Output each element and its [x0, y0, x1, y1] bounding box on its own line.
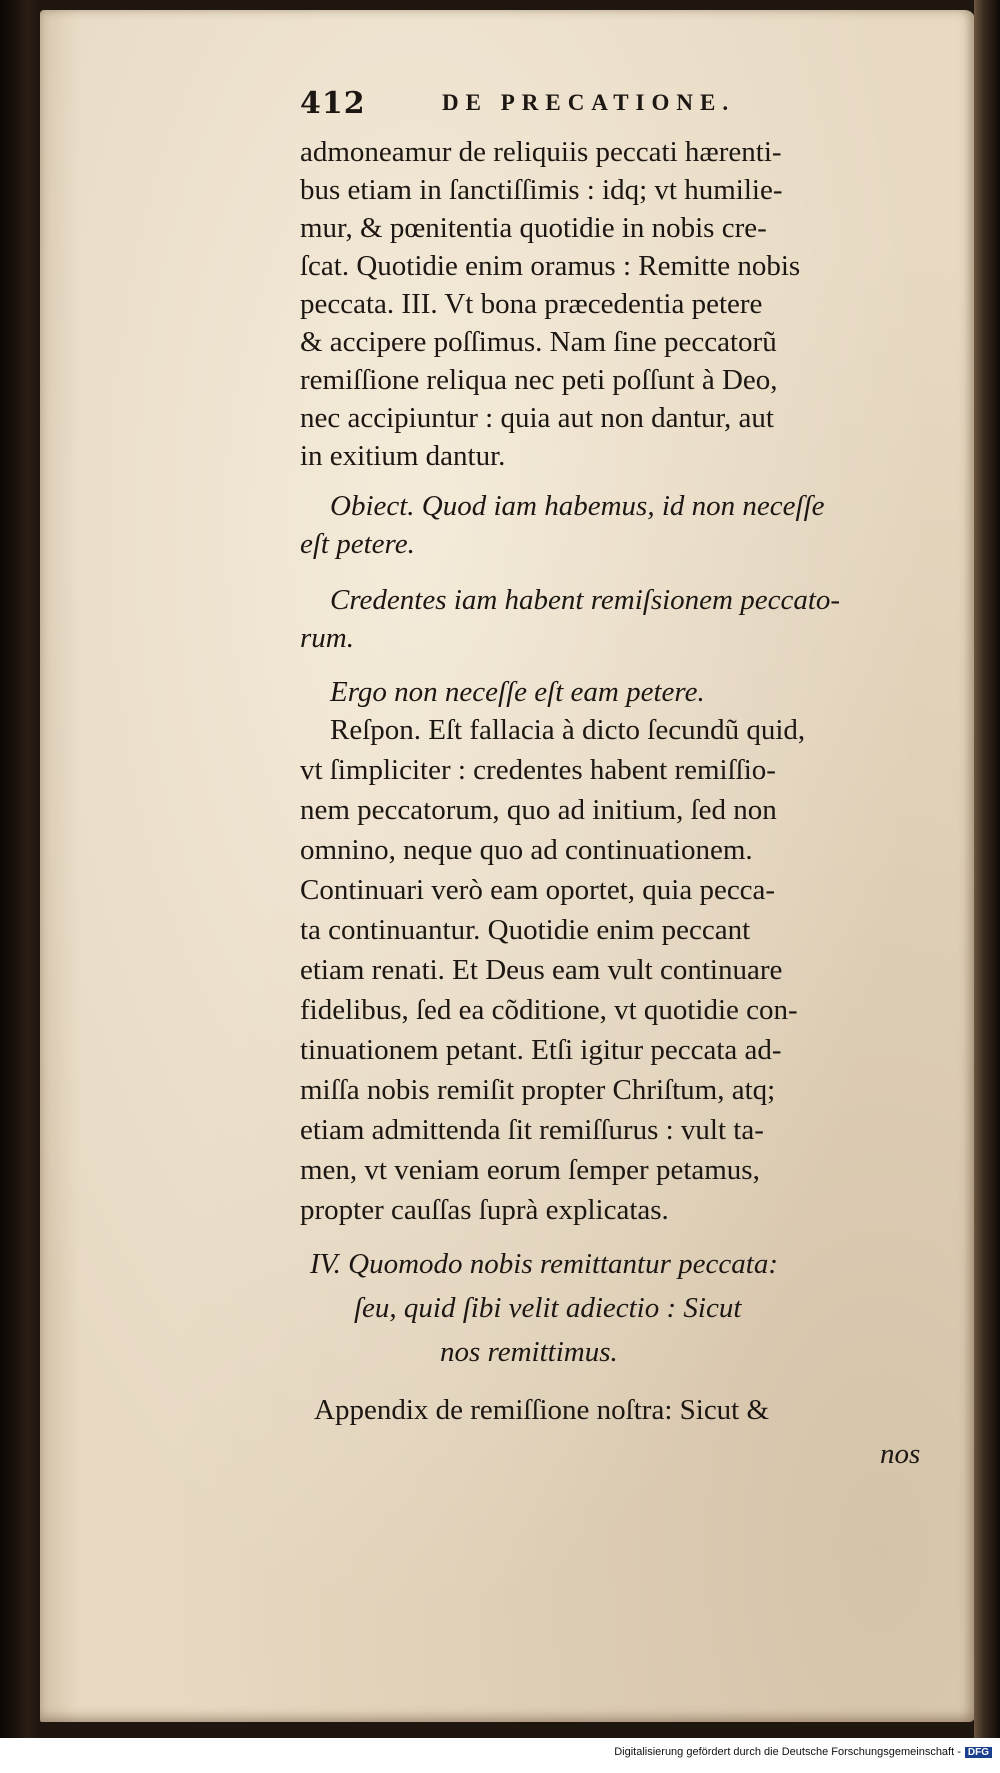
- response-line-6: ta continuantur. Quotidie enim peccant: [300, 914, 751, 946]
- dfg-logo: DFG: [965, 1747, 992, 1758]
- credit-text: Digitalisierung gefördert durch die Deutsche Forschungsgemeinschaft -: [614, 1746, 961, 1758]
- objection-line-5: Ergo non neceſſe eſt eam petere.: [330, 676, 705, 708]
- response-line-8: fidelibus, ſed ea cõditione, vt quotidie con-: [300, 994, 798, 1026]
- text-line-9: in exitium dantur.: [300, 440, 506, 472]
- response-line-7: etiam renati. Et Deus eam vult continuare: [300, 954, 783, 986]
- section-heading-line-1: IV. Quomodo nobis remittantur peccata:: [310, 1248, 778, 1280]
- text-line-6: & accipere poſſimus. Nam ſine peccatorũ: [300, 326, 777, 358]
- response-line-9: tinuationem petant. Etſi igitur peccata ad-: [300, 1034, 782, 1066]
- response-line-4: omnino, neque quo ad continuationem.: [300, 834, 753, 866]
- text-line-7: remiſſione reliqua nec peti poſſunt à Deo,: [300, 364, 778, 396]
- text-line-1: admoneamur de reliquiis peccati hærenti-: [300, 136, 782, 168]
- response-line-2: vt ſimpliciter : credentes habent remiſſio-: [300, 754, 776, 786]
- objection-line-1: Obiect. Quod iam habemus, id non neceſſe: [330, 490, 825, 522]
- response-line-5: Continuari verò eam oportet, quia pecca-: [300, 874, 776, 906]
- running-title: DE PRECATIONE.: [442, 90, 736, 115]
- text-line-3: mur, & pœnitentia quotidie in nobis cre-: [300, 212, 767, 244]
- text-line-4: ſcat. Quotidie enim oramus : Remitte nobis: [300, 250, 801, 282]
- objection-line-4: rum.: [300, 622, 354, 654]
- text-line-5: peccata. III. Vt bona præcedentia petere: [300, 288, 763, 320]
- section-heading-line-3: nos remittimus.: [440, 1336, 618, 1368]
- response-line-11: etiam admittenda ſit remiſſurus : vult ta-: [300, 1114, 764, 1146]
- section-heading-line-2: ſeu, quid ſibi velit adiectio : Sicut: [354, 1292, 742, 1324]
- text-line-8: nec accipiuntur : quia aut non dantur, aut: [300, 402, 774, 434]
- page-number: 412: [300, 86, 366, 121]
- response-line-12: men, vt veniam eorum ſemper petamus,: [300, 1154, 760, 1186]
- response-line-10: miſſa nobis remiſit propter Chriſtum, atq;: [300, 1074, 776, 1106]
- digitization-credit: [614, 1746, 992, 1758]
- page-edge-shadow: [974, 0, 1000, 1738]
- text-line-2: bus etiam in ſanctiſſimis : idq; vt humilie-: [300, 174, 783, 206]
- page-header: [300, 86, 950, 126]
- appendix-line-1: Appendix de remiſſione noſtra: Sicut &: [314, 1394, 770, 1426]
- response-line-3: nem peccatorum, quo ad initium, ſed non: [300, 794, 777, 826]
- objection-line-3: Credentes iam habent remiſsionem peccato-: [330, 584, 841, 616]
- response-line-13: propter cauſſas ſuprà explicatas.: [300, 1194, 669, 1226]
- catchword: nos: [880, 1438, 921, 1470]
- objection-line-2: eſt petere.: [300, 528, 415, 560]
- response-line-1: Reſpon. Eſt fallacia à dicto ſecundũ quid,: [330, 714, 806, 746]
